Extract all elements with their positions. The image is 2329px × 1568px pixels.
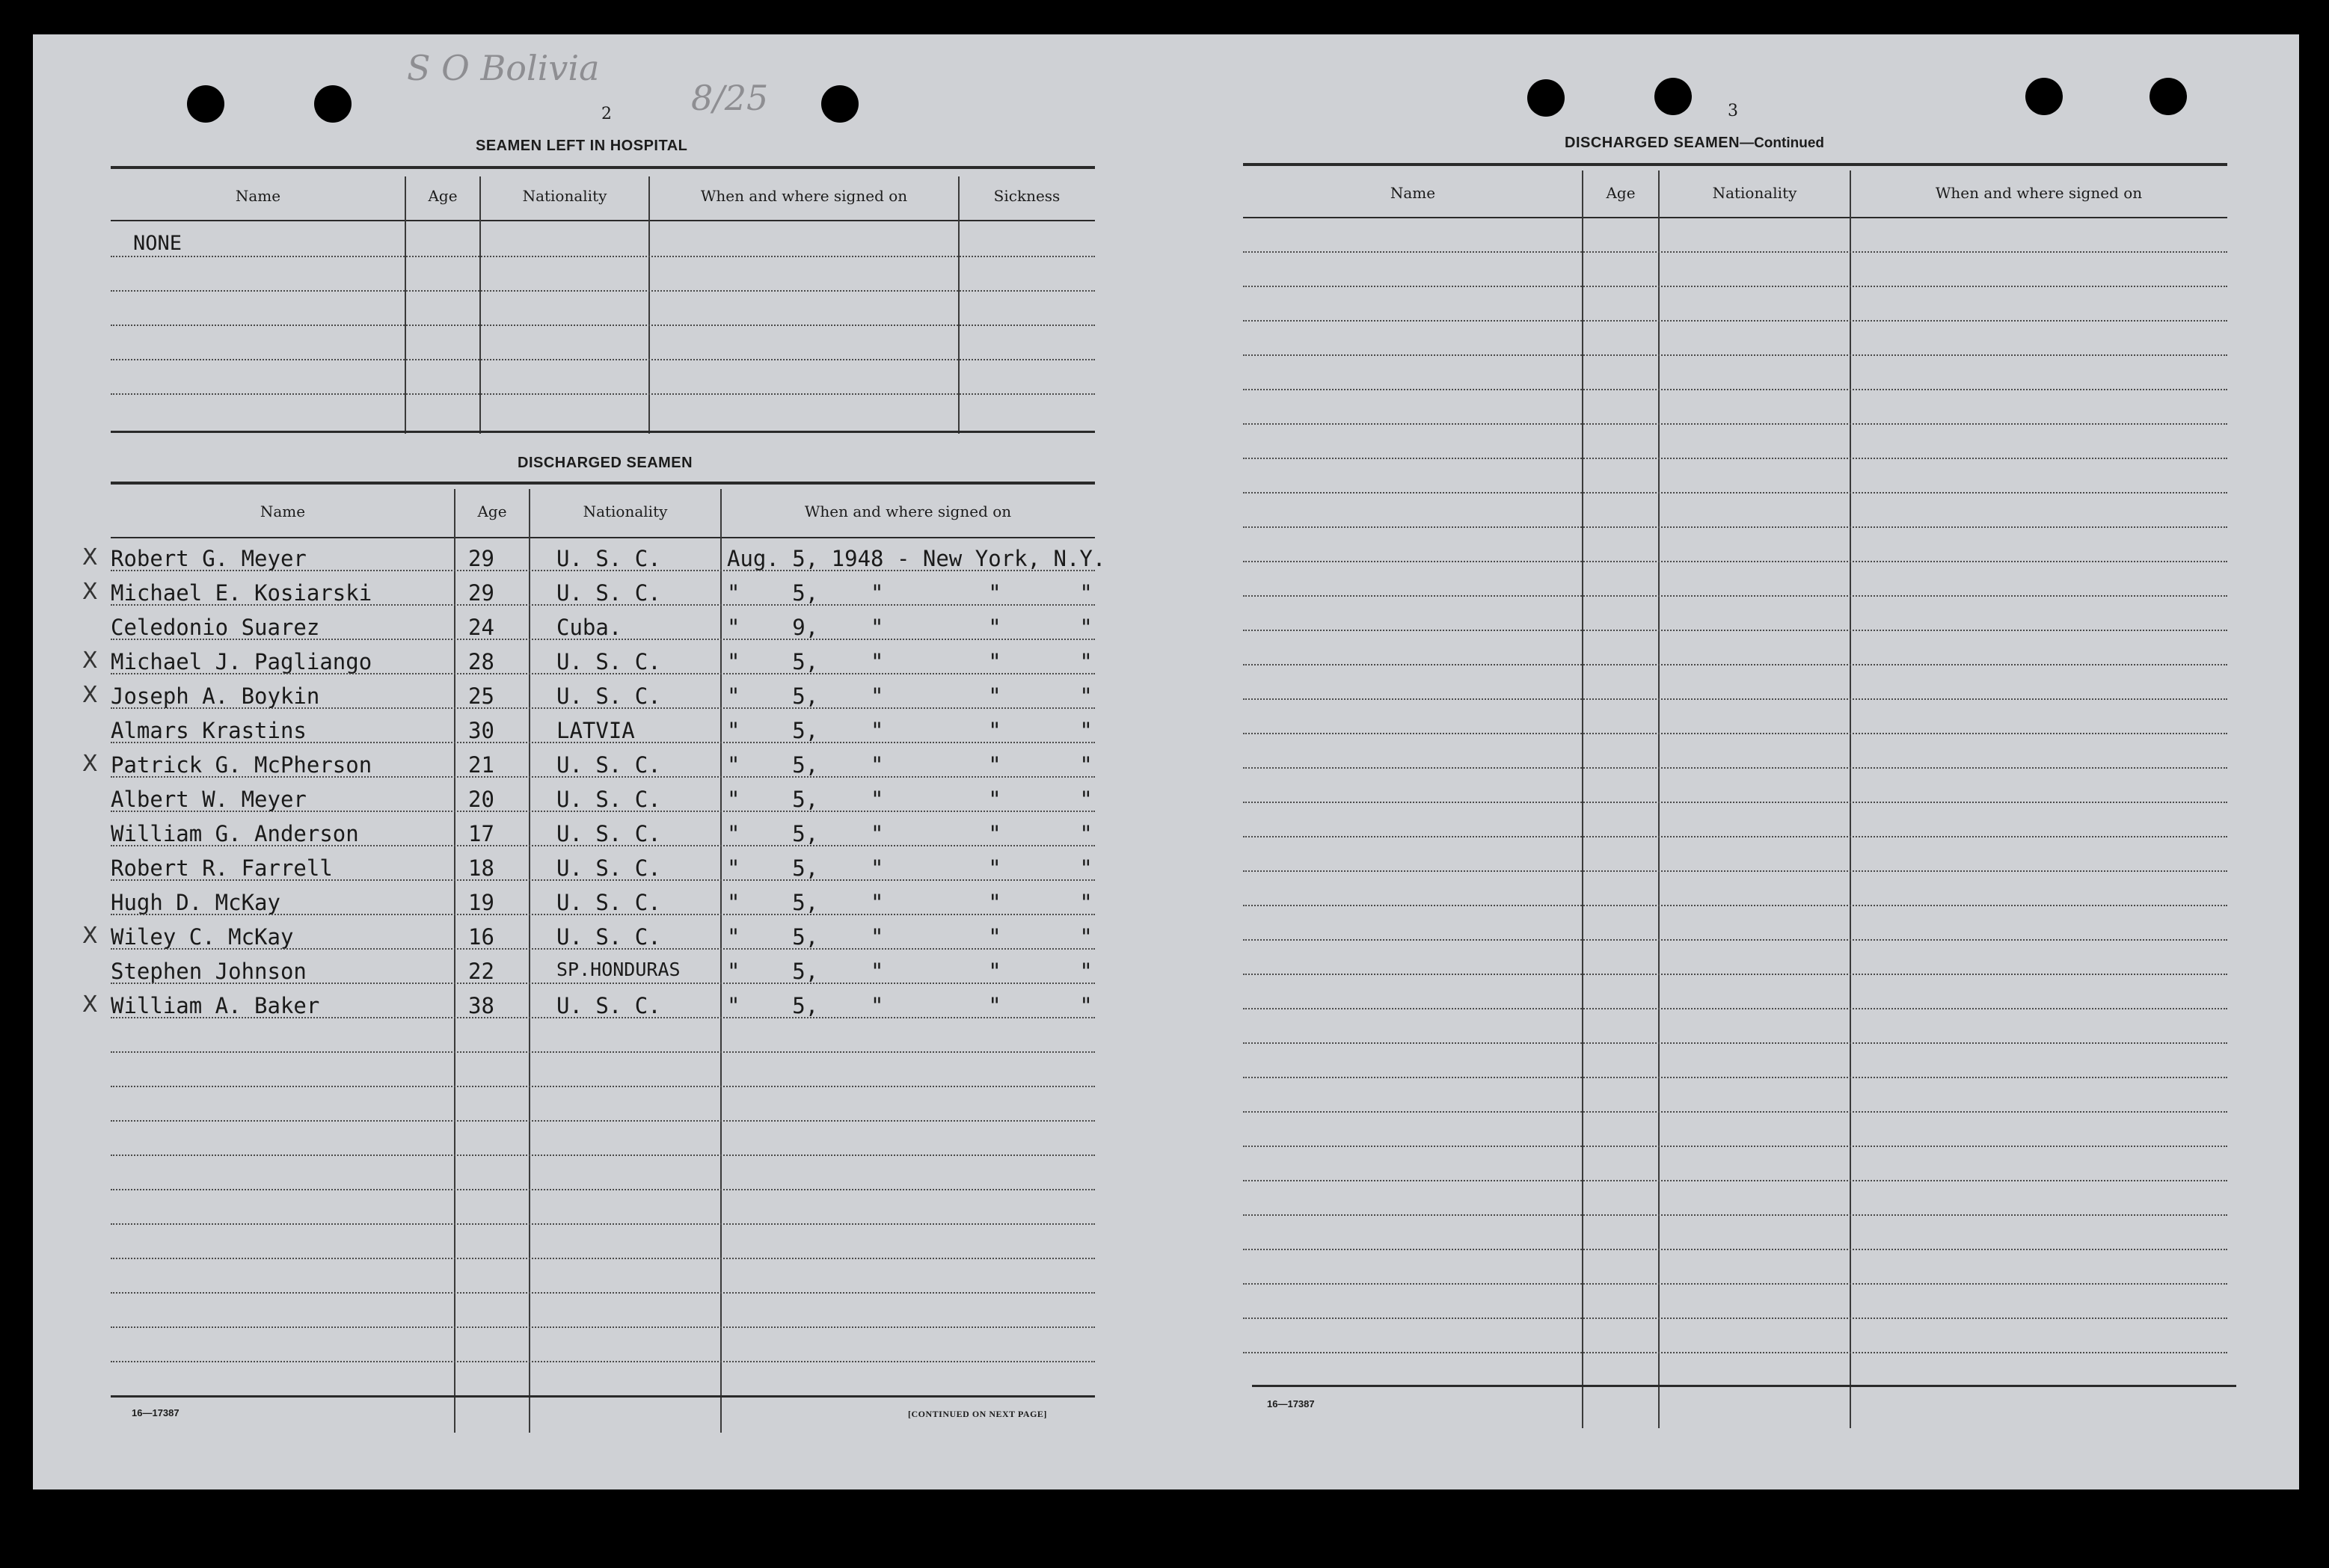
row-line: [111, 570, 1095, 571]
row-line: [1243, 389, 2227, 390]
row-line: [1243, 1283, 2227, 1285]
row-line: [111, 1086, 1095, 1087]
row-line: [1243, 630, 2227, 631]
row-line: [111, 1155, 1095, 1156]
seaman-nationality: SP.HONDURAS: [556, 959, 681, 980]
row-line: [111, 914, 1095, 915]
handwritten-vessel-name: S O Bolivia: [407, 48, 600, 88]
right-title-suffix: —Continued: [1740, 135, 1825, 151]
seaman-signed-on: " 5, " " ": [727, 924, 1093, 950]
seaman-age: 20: [468, 787, 494, 812]
row-line: [111, 604, 1095, 606]
row-line: [1243, 870, 2227, 872]
rule: [1243, 217, 2227, 218]
row-line: [1243, 458, 2227, 459]
check-mark: X: [82, 682, 98, 708]
row-line: [1243, 733, 2227, 734]
row-line: [111, 1361, 1095, 1362]
row-line: [111, 1051, 1095, 1053]
rule: [111, 431, 1095, 433]
row-line: [111, 1223, 1095, 1225]
seaman-age: 19: [468, 890, 494, 915]
seaman-age: 24: [468, 615, 494, 640]
seaman-name: William A. Baker: [111, 993, 320, 1018]
seaman-nationality: U. S. C.: [556, 546, 661, 571]
discharged-section-title: DISCHARGED SEAMEN: [518, 455, 693, 471]
seaman-signed-on: " 5, " " ": [727, 718, 1093, 743]
row-line: [1243, 354, 2227, 356]
row-line: [111, 742, 1095, 743]
seaman-nationality: U. S. C.: [556, 855, 661, 881]
row-line: [1243, 802, 2227, 803]
seaman-signed-on: " 5, " " ": [727, 787, 1093, 812]
column-divider: [405, 176, 406, 434]
row-line: [1243, 423, 2227, 425]
document-sheet: [33, 34, 2299, 1489]
seaman-signed-on: " 5, " " ": [727, 752, 1093, 778]
column-divider: [720, 489, 722, 1433]
row-line: [111, 393, 1095, 395]
row-line: [111, 776, 1095, 778]
seaman-age: 16: [468, 924, 494, 950]
continued-note: [CONTINUED ON NEXT PAGE]: [908, 1409, 1047, 1419]
punch-hole: [1654, 78, 1692, 115]
row-line: [1243, 1214, 2227, 1216]
row-line: [1243, 974, 2227, 975]
seaman-name: Almars Krastins: [111, 718, 307, 743]
row-line: [111, 290, 1095, 292]
check-mark: X: [82, 544, 98, 571]
row-line: [111, 673, 1095, 674]
rule: [111, 482, 1095, 485]
seaman-age: 29: [468, 580, 494, 606]
punch-hole: [1527, 79, 1565, 117]
seaman-nationality: U. S. C.: [556, 924, 661, 950]
row-line: [111, 1258, 1095, 1259]
row-line: [111, 811, 1095, 812]
row-line: [111, 879, 1095, 881]
row-line: [111, 707, 1095, 709]
row-line: [111, 1189, 1095, 1190]
row-line: [1243, 664, 2227, 665]
discharged-col-signed: When and where signed on: [804, 502, 1012, 520]
seaman-age: 17: [468, 821, 494, 846]
seaman-signed-on: " 5, " " ": [727, 993, 1093, 1018]
row-line: [1243, 1352, 2227, 1353]
seaman-signed-on: " 5, " " ": [727, 821, 1093, 846]
page-number-right: 3: [1728, 102, 1738, 120]
seaman-age: 29: [468, 546, 494, 571]
seaman-age: 22: [468, 959, 494, 984]
seaman-age: 30: [468, 718, 494, 743]
row-line: [111, 948, 1095, 950]
right-col-signed: When and where signed on: [1935, 184, 2143, 202]
row-line: [111, 639, 1095, 640]
seaman-signed-on: " 5, " " ": [727, 890, 1093, 915]
seaman-age: 38: [468, 993, 494, 1018]
punch-hole: [314, 85, 352, 123]
column-divider: [648, 176, 650, 434]
rule: [111, 166, 1095, 169]
column-divider: [1850, 170, 1851, 1428]
row-line: [111, 1292, 1095, 1294]
row-line: [1243, 905, 2227, 906]
seaman-nationality: U. S. C.: [556, 580, 661, 606]
rule: [111, 537, 1095, 538]
right-title-text: DISCHARGED SEAMEN: [1565, 135, 1740, 151]
punch-hole: [2025, 78, 2063, 115]
hospital-col-nationality: Nationality: [522, 187, 607, 205]
seaman-age: 28: [468, 649, 494, 674]
page-number-left: 2: [601, 105, 612, 123]
row-line: [1243, 1180, 2227, 1181]
seaman-nationality: LATVIA: [556, 718, 635, 743]
seaman-name: Stephen Johnson: [111, 959, 307, 984]
row-line: [1243, 698, 2227, 700]
row-line: [1243, 836, 2227, 837]
hospital-col-signed: When and where signed on: [700, 187, 908, 205]
column-divider: [479, 176, 481, 434]
column-divider: [1582, 170, 1583, 1428]
seaman-name: Hugh D. McKay: [111, 890, 280, 915]
discharged-col-age: Age: [477, 502, 507, 520]
row-line: [1243, 286, 2227, 287]
row-line: [111, 359, 1095, 360]
seaman-name: Joseph A. Boykin: [111, 683, 320, 709]
row-line: [1243, 595, 2227, 597]
seaman-signed-on: " 5, " " ": [727, 959, 1093, 984]
punch-hole: [187, 85, 224, 123]
seaman-name: Albert W. Meyer: [111, 787, 307, 812]
hospital-col-sickness: Sickness: [993, 187, 1061, 205]
seaman-nationality: U. S. C.: [556, 649, 661, 674]
seaman-signed-on: " 5, " " ": [727, 580, 1093, 606]
seaman-nationality: U. S. C.: [556, 787, 661, 812]
seaman-name: Michael J. Pagliango: [111, 649, 372, 674]
row-line: [111, 256, 1095, 257]
row-line: [1243, 320, 2227, 322]
right-col-name: Name: [1390, 184, 1436, 202]
seaman-name: Celedonio Suarez: [111, 615, 320, 640]
column-divider: [1658, 170, 1660, 1428]
form-number-right: 16—17387: [1267, 1398, 1315, 1409]
row-line: [1243, 561, 2227, 562]
row-line: [111, 1017, 1095, 1018]
row-line: [1243, 1042, 2227, 1044]
rule: [1243, 163, 2227, 166]
seaman-name: Wiley C. McKay: [111, 924, 294, 950]
row-line: [111, 325, 1095, 326]
row-line: [1243, 251, 2227, 253]
check-mark: X: [82, 579, 98, 605]
form-number-left: 16—17387: [132, 1407, 179, 1418]
row-line: [1243, 1111, 2227, 1113]
check-mark: X: [82, 751, 98, 777]
seaman-signed-on: " 9, " " ": [727, 615, 1093, 640]
seaman-nationality: U. S. C.: [556, 752, 661, 778]
seaman-name: Michael E. Kosiarski: [111, 580, 372, 606]
rule: [111, 220, 1095, 221]
check-mark: X: [82, 648, 98, 674]
punch-hole: [821, 85, 859, 123]
right-col-age: Age: [1606, 184, 1636, 202]
seaman-name: Robert R. Farrell: [111, 855, 333, 881]
seaman-signed-on: " 5, " " ": [727, 649, 1093, 674]
seaman-age: 25: [468, 683, 494, 709]
right-col-nationality: Nationality: [1712, 184, 1797, 202]
seaman-age: 18: [468, 855, 494, 881]
seaman-nationality: U. S. C.: [556, 993, 661, 1018]
hospital-entry: NONE: [133, 232, 182, 255]
punch-hole: [2150, 78, 2187, 115]
check-mark: X: [82, 923, 98, 949]
seaman-signed-on: " 5, " " ": [727, 683, 1093, 709]
row-line: [1243, 767, 2227, 769]
column-divider: [958, 176, 960, 434]
row-line: [111, 983, 1095, 984]
row-line: [1243, 1146, 2227, 1147]
row-line: [1243, 1318, 2227, 1319]
handwritten-note: 8/25: [691, 78, 769, 118]
seaman-nationality: U. S. C.: [556, 821, 661, 846]
rule: [111, 1395, 1095, 1398]
row-line: [1243, 492, 2227, 494]
hospital-section-title: SEAMEN LEFT IN HOSPITAL: [476, 138, 688, 154]
check-mark: X: [82, 991, 98, 1018]
row-line: [1243, 526, 2227, 528]
row-line: [1243, 1077, 2227, 1078]
discharged-col-name: Name: [260, 502, 306, 520]
seaman-name: Robert G. Meyer: [111, 546, 307, 571]
row-line: [1243, 1249, 2227, 1250]
hospital-col-name: Name: [235, 187, 281, 205]
rule: [1252, 1385, 2236, 1387]
discharged-col-nationality: Nationality: [583, 502, 668, 520]
seaman-nationality: U. S. C.: [556, 890, 661, 915]
seaman-signed-on: Aug. 5, 1948 - New York, N.Y.: [727, 546, 1106, 571]
seaman-nationality: Cuba.: [556, 615, 622, 640]
column-divider: [454, 489, 455, 1433]
seaman-name: Patrick G. McPherson: [111, 752, 372, 778]
row-line: [111, 1326, 1095, 1328]
seaman-nationality: U. S. C.: [556, 683, 661, 709]
hospital-col-age: Age: [428, 187, 458, 205]
row-line: [111, 845, 1095, 846]
seaman-age: 21: [468, 752, 494, 778]
seaman-signed-on: " 5, " " ": [727, 855, 1093, 881]
row-line: [1243, 1008, 2227, 1009]
row-line: [111, 1120, 1095, 1122]
column-divider: [529, 489, 530, 1433]
right-section-title: [1565, 135, 1824, 152]
seaman-name: William G. Anderson: [111, 821, 359, 846]
row-line: [1243, 939, 2227, 941]
